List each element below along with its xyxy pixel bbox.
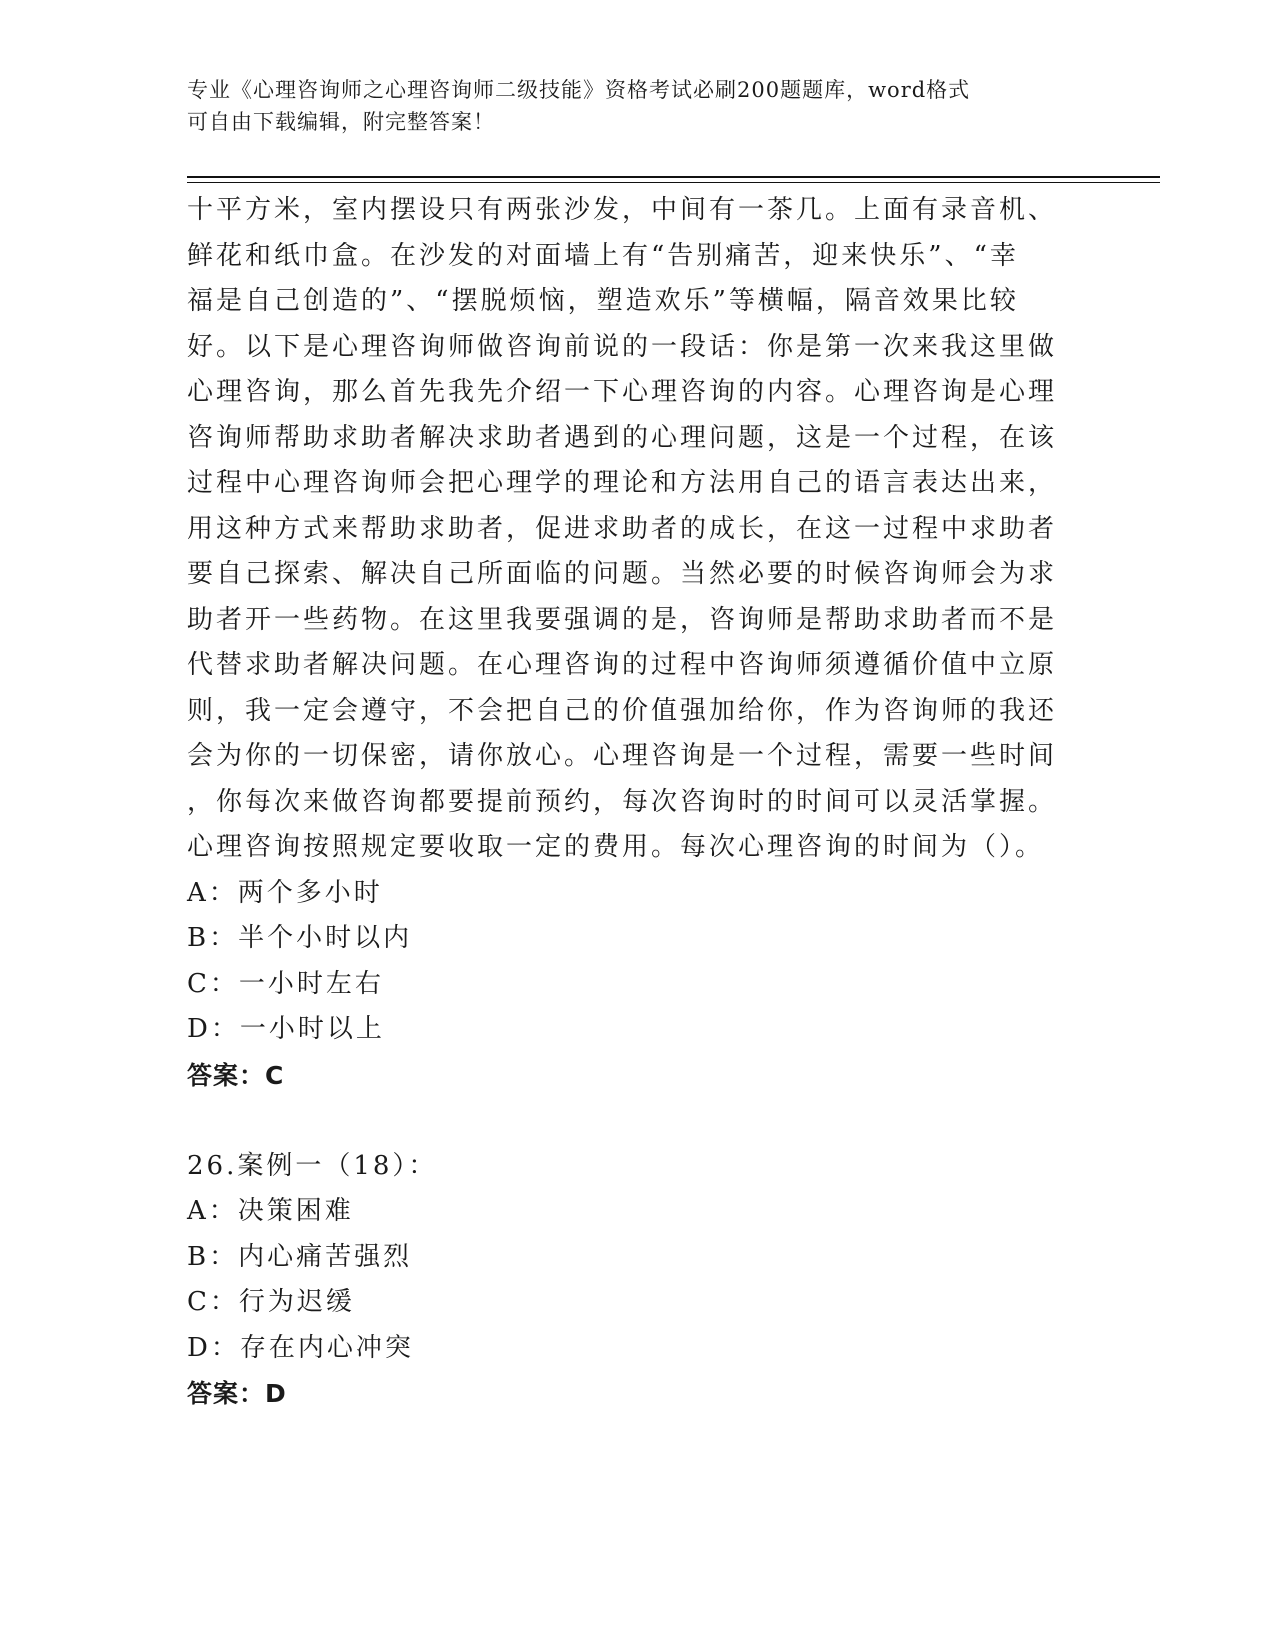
stem-line: 心理咨询，那么首先我先介绍一下心理咨询的内容。心理咨询是心理 — [187, 377, 1058, 407]
option-b: B：内心痛苦强烈 — [187, 1241, 413, 1272]
question-25-stem — [187, 188, 1087, 871]
stem-line: 鲜花和纸巾盒。在沙发的对面墙上有“告别痛苦，迎来快乐”、“幸 — [187, 240, 1019, 271]
question-26-answer: 答案：D — [187, 1379, 287, 1408]
stem-line: 则，我一定会遵守，不会把自己的价值强加给你，作为咨询师的我还 — [187, 695, 1058, 726]
option-a: A：决策困难 — [187, 1196, 354, 1226]
document-body — [187, 188, 1087, 1417]
stem-line: 代替求助者解决问题。在心理咨询的过程中咨询师须遵循价值中立原 — [187, 650, 1058, 680]
question-25-answer: 答案：C — [187, 1060, 285, 1090]
stem-line: 十平方米，室内摆设只有两张沙发，中间有一茶几。上面有录音机、 — [187, 195, 1058, 225]
option-d: D：存在内心冲突 — [187, 1332, 414, 1363]
question-26 — [187, 1144, 1087, 1417]
header-divider-thick — [187, 176, 1160, 178]
stem-line: 要自己探索、解决自己所面临的问题。当然必要的时候咨询师会为求 — [187, 559, 1058, 589]
option-d: D：一小时以上 — [187, 1014, 385, 1044]
stem-line: 过程中心理咨询师会把心理学的理论和方法用自己的语言表达出来， — [187, 468, 1058, 498]
stem-line: 会为你的一切保密，请你放心。心理咨询是一个过程，需要一些时间 — [187, 741, 1058, 771]
option-b: B：半个小时以内 — [187, 923, 413, 953]
option-c: C：行为迟缓 — [187, 1287, 355, 1317]
header-divider-thin — [187, 182, 1160, 183]
question-26-stem: 26.案例一（18）： — [187, 1150, 438, 1181]
stem-line: 福是自己创造的”、“摆脱烦恼，塑造欢乐”等横幅，隔音效果比较 — [187, 286, 1019, 316]
stem-line: 好。以下是心理咨询师做咨询前说的一段话：你是第一次来我这里做 — [187, 331, 1058, 362]
question-26-options — [187, 1189, 1087, 1371]
header-line-1: 专业《心理咨询师之心理咨询师二级技能》资格考试必刷200题题库，word格式 — [187, 78, 971, 102]
question-spacer — [187, 1098, 1087, 1144]
question-25-options — [187, 871, 1087, 1053]
stem-line: 用这种方式来帮助求助者，促进求助者的成长，在这一过程中求助者 — [187, 513, 1058, 544]
option-c: C：一小时左右 — [187, 968, 384, 999]
stem-line: 咨询师帮助求助者解决求助者遇到的心理问题，这是一个过程，在该 — [187, 422, 1058, 453]
stem-line: 心理咨询按照规定要收取一定的费用。每次心理咨询的时间为（）。 — [187, 832, 1045, 862]
stem-line: ，你每次来做咨询都要提前预约，每次咨询时的时间可以灵活掌握。 — [187, 786, 1058, 817]
question-25 — [187, 188, 1087, 1098]
stem-line: 助者开一些药物。在这里我要强调的是，咨询师是帮助求助者而不是 — [187, 604, 1058, 635]
option-a: A：两个多小时 — [187, 877, 383, 908]
header-line-2: 可自由下载编辑，附完整答案！ — [187, 110, 495, 134]
document-header — [187, 74, 1067, 138]
